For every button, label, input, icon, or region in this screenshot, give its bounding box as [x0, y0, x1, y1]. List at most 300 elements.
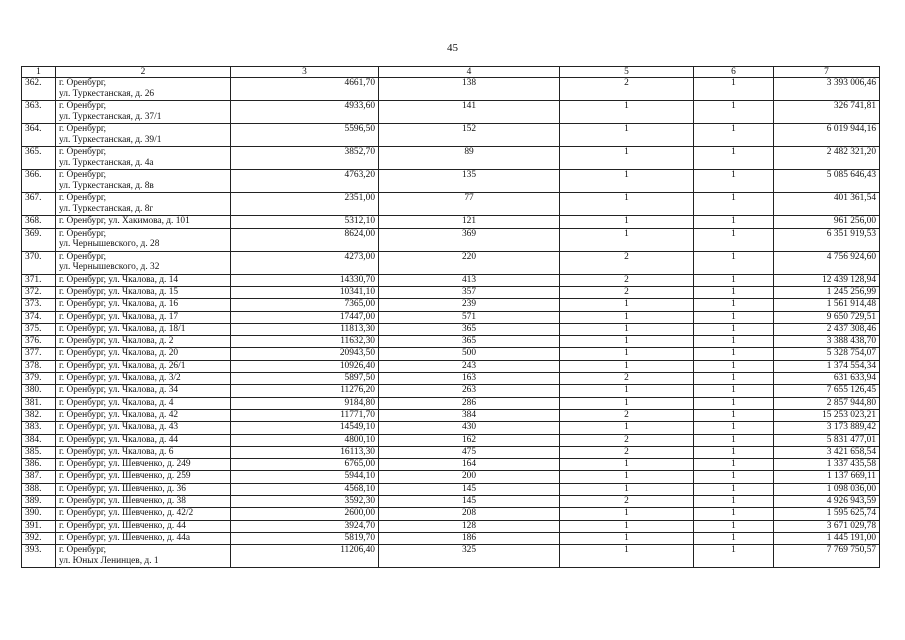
address-cell — [56, 274, 231, 286]
table-row — [22, 397, 880, 409]
amount-cell: 6 019 944,16 — [774, 124, 880, 147]
area-cell: 4763,20 — [231, 170, 379, 193]
table-row — [22, 385, 880, 397]
row-number-cell: 377. — [22, 348, 56, 360]
table-row — [22, 193, 880, 216]
amount-cell: 7 769 750,57 — [774, 545, 880, 568]
table-row — [22, 446, 880, 458]
area-cell: 17447,00 — [231, 311, 379, 323]
area-cell: 3592,30 — [231, 496, 379, 508]
column-5-cell: 1 — [560, 520, 694, 532]
count-cell: 239 — [379, 299, 560, 311]
table-row — [22, 323, 880, 335]
area-cell: 11813,30 — [231, 323, 379, 335]
amount-cell: 3 173 889,42 — [774, 422, 880, 434]
column-5-cell: 2 — [560, 409, 694, 421]
amount-cell: 4 926 943,59 — [774, 496, 880, 508]
row-number-cell: 375. — [22, 323, 56, 335]
row-number-cell: 382. — [22, 409, 56, 421]
column-5-cell: 1 — [560, 147, 694, 170]
column-5-cell: 1 — [560, 311, 694, 323]
column-6-cell: 1 — [694, 193, 774, 216]
area-cell: 2600,00 — [231, 508, 379, 520]
column-6-cell: 1 — [694, 496, 774, 508]
address-cell — [56, 251, 231, 274]
address-cell — [56, 311, 231, 323]
column-5-cell: 1 — [560, 483, 694, 495]
row-number-cell: 369. — [22, 228, 56, 251]
count-cell: 500 — [379, 348, 560, 360]
area-cell: 14549,10 — [231, 422, 379, 434]
column-6-cell: 1 — [694, 147, 774, 170]
address-cell — [56, 385, 231, 397]
count-cell: 384 — [379, 409, 560, 421]
address-line: ул. Туркестанская, д. 4а — [59, 157, 154, 168]
address-line: ул. Туркестанская, д. 39/1 — [59, 134, 162, 145]
column-6-cell: 1 — [694, 409, 774, 421]
table-row — [22, 287, 880, 299]
count-cell: 243 — [379, 360, 560, 372]
amount-cell: 1 098 036,00 — [774, 483, 880, 495]
table-row — [22, 545, 880, 568]
count-cell: 121 — [379, 216, 560, 228]
area-cell: 4661,70 — [231, 78, 379, 101]
table-row — [22, 101, 880, 124]
area-cell: 9184,80 — [231, 397, 379, 409]
column-5-cell: 2 — [560, 434, 694, 446]
page-number: 45 — [447, 42, 458, 54]
address-cell — [56, 409, 231, 421]
count-cell: 138 — [379, 78, 560, 101]
address-line: г. Оренбург, ул. Чкалова, д. 17 — [59, 311, 179, 322]
column-header: 1 — [22, 67, 56, 78]
amount-cell: 1 595 625,74 — [774, 508, 880, 520]
table-row — [22, 170, 880, 193]
address-cell — [56, 124, 231, 147]
table-row — [22, 434, 880, 446]
amount-cell: 9 650 729,51 — [774, 311, 880, 323]
count-cell: 163 — [379, 373, 560, 385]
column-6-cell: 1 — [694, 348, 774, 360]
count-cell: 77 — [379, 193, 560, 216]
column-5-cell: 1 — [560, 336, 694, 348]
address-cell — [56, 459, 231, 471]
count-cell: 357 — [379, 287, 560, 299]
address-line: г. Оренбург, — [59, 124, 107, 135]
area-cell: 3924,70 — [231, 520, 379, 532]
address-cell — [56, 348, 231, 360]
address-cell — [56, 78, 231, 101]
row-number-cell: 373. — [22, 299, 56, 311]
address-cell — [56, 147, 231, 170]
table-row — [22, 360, 880, 372]
amount-cell: 1 337 435,58 — [774, 459, 880, 471]
column-6-cell: 1 — [694, 446, 774, 458]
row-number-cell: 380. — [22, 385, 56, 397]
count-cell: 369 — [379, 228, 560, 251]
column-5-cell: 1 — [560, 348, 694, 360]
count-cell: 430 — [379, 422, 560, 434]
column-6-cell: 1 — [694, 216, 774, 228]
amount-cell: 2 482 321,20 — [774, 147, 880, 170]
column-6-cell: 1 — [694, 287, 774, 299]
column-6-cell: 1 — [694, 101, 774, 124]
amount-cell: 631 633,94 — [774, 373, 880, 385]
column-6-cell: 1 — [694, 459, 774, 471]
address-cell — [56, 532, 231, 544]
address-cell — [56, 216, 231, 228]
address-cell — [56, 336, 231, 348]
address-cell — [56, 101, 231, 124]
table-row — [22, 147, 880, 170]
address-cell — [56, 193, 231, 216]
count-cell: 263 — [379, 385, 560, 397]
column-5-cell: 2 — [560, 446, 694, 458]
row-number-cell: 372. — [22, 287, 56, 299]
amount-cell: 3 671 029,78 — [774, 520, 880, 532]
area-cell: 4933,60 — [231, 101, 379, 124]
count-cell: 164 — [379, 459, 560, 471]
amount-cell: 4 756 924,60 — [774, 251, 880, 274]
address-line: г. Оренбург, ул. Шевченко, д. 36 — [59, 483, 186, 494]
column-header: 5 — [560, 67, 694, 78]
count-cell: 141 — [379, 101, 560, 124]
address-line: ул. Чернышевского, д. 28 — [59, 239, 160, 250]
address-cell — [56, 545, 231, 568]
column-6-cell: 1 — [694, 483, 774, 495]
column-6-cell: 1 — [694, 373, 774, 385]
column-5-cell: 1 — [560, 397, 694, 409]
column-5-cell: 2 — [560, 251, 694, 274]
address-line: г. Оренбург, — [59, 101, 107, 112]
address-line: г. Оренбург, ул. Чкалова, д. 44 — [59, 434, 179, 445]
address-cell — [56, 520, 231, 532]
amount-cell: 12 439 128,94 — [774, 274, 880, 286]
area-cell: 5944,10 — [231, 471, 379, 483]
column-5-cell: 2 — [560, 373, 694, 385]
address-line: г. Оренбург, ул. Шевченко, д. 44а — [59, 532, 191, 543]
count-cell: 208 — [379, 508, 560, 520]
column-5-cell: 1 — [560, 385, 694, 397]
column-6-cell: 1 — [694, 397, 774, 409]
column-6-cell: 1 — [694, 360, 774, 372]
column-5-cell: 1 — [560, 459, 694, 471]
amount-cell: 1 137 669,11 — [774, 471, 880, 483]
row-number-cell: 381. — [22, 397, 56, 409]
table-row — [22, 251, 880, 274]
column-5-cell: 1 — [560, 360, 694, 372]
table-row — [22, 124, 880, 147]
table-row — [22, 471, 880, 483]
column-6-cell: 1 — [694, 170, 774, 193]
table-row — [22, 311, 880, 323]
area-cell: 11276,20 — [231, 385, 379, 397]
table-row — [22, 496, 880, 508]
area-cell: 11206,40 — [231, 545, 379, 568]
address-line: ул. Юных Ленинцев, д. 1 — [59, 555, 159, 566]
address-line: г. Оренбург, — [59, 228, 107, 239]
row-number-cell: 393. — [22, 545, 56, 568]
area-cell: 20943,50 — [231, 348, 379, 360]
area-cell: 5897,50 — [231, 373, 379, 385]
amount-cell: 1 374 554,34 — [774, 360, 880, 372]
column-5-cell: 1 — [560, 471, 694, 483]
table-row — [22, 348, 880, 360]
column-header: 6 — [694, 67, 774, 78]
count-cell: 200 — [379, 471, 560, 483]
amount-cell: 401 361,54 — [774, 193, 880, 216]
address-line: г. Оренбург, ул. Шевченко, д. 249 — [59, 459, 191, 470]
row-number-cell: 366. — [22, 170, 56, 193]
amount-cell: 2 437 308,46 — [774, 323, 880, 335]
row-number-cell: 363. — [22, 101, 56, 124]
area-cell: 3852,70 — [231, 147, 379, 170]
table-row — [22, 459, 880, 471]
row-number-cell: 385. — [22, 446, 56, 458]
table-row — [22, 336, 880, 348]
column-6-cell: 1 — [694, 532, 774, 544]
count-cell: 128 — [379, 520, 560, 532]
address-cell — [56, 323, 231, 335]
area-cell: 4273,00 — [231, 251, 379, 274]
address-line: г. Оренбург, ул. Чкалова, д. 18/1 — [59, 323, 186, 334]
column-6-cell: 1 — [694, 422, 774, 434]
column-6-cell: 1 — [694, 274, 774, 286]
address-cell — [56, 360, 231, 372]
column-6-cell: 1 — [694, 434, 774, 446]
area-cell: 10926,40 — [231, 360, 379, 372]
column-5-cell: 2 — [560, 274, 694, 286]
count-cell: 413 — [379, 274, 560, 286]
amount-cell: 5 085 646,43 — [774, 170, 880, 193]
column-5-cell: 1 — [560, 532, 694, 544]
column-6-cell: 1 — [694, 228, 774, 251]
row-number-cell: 386. — [22, 459, 56, 471]
row-number-cell: 374. — [22, 311, 56, 323]
address-cell — [56, 373, 231, 385]
column-6-cell: 1 — [694, 124, 774, 147]
row-number-cell: 376. — [22, 336, 56, 348]
address-cell — [56, 471, 231, 483]
address-line: г. Оренбург, ул. Чкалова, д. 2 — [59, 336, 174, 347]
amount-cell: 6 351 919,53 — [774, 228, 880, 251]
address-cell — [56, 446, 231, 458]
column-5-cell: 1 — [560, 124, 694, 147]
address-cell — [56, 434, 231, 446]
address-line: г. Оренбург, ул. Шевченко, д. 259 — [59, 471, 191, 482]
column-6-cell: 1 — [694, 78, 774, 101]
header-row — [22, 67, 880, 78]
count-cell: 286 — [379, 397, 560, 409]
column-header: 2 — [56, 67, 231, 78]
table-row — [22, 78, 880, 101]
area-cell: 4568,10 — [231, 483, 379, 495]
address-line: г. Оренбург, ул. Чкалова, д. 34 — [59, 385, 179, 396]
amount-cell: 1 245 256,99 — [774, 287, 880, 299]
address-line: г. Оренбург, ул. Чкалова, д. 26/1 — [59, 360, 186, 371]
address-line: г. Оренбург, ул. Шевченко, д. 44 — [59, 520, 186, 531]
count-cell: 365 — [379, 323, 560, 335]
column-5-cell: 1 — [560, 170, 694, 193]
count-cell: 325 — [379, 545, 560, 568]
table-row — [22, 228, 880, 251]
column-6-cell: 1 — [694, 323, 774, 335]
column-5-cell: 1 — [560, 422, 694, 434]
address-line: г. Оренбург, — [59, 251, 107, 262]
address-cell — [56, 422, 231, 434]
address-cell — [56, 508, 231, 520]
amount-cell: 3 388 438,70 — [774, 336, 880, 348]
address-line: г. Оренбург, ул. Чкалова, д. 4 — [59, 397, 174, 408]
row-number-cell: 378. — [22, 360, 56, 372]
row-number-cell: 391. — [22, 520, 56, 532]
table-body — [22, 78, 880, 568]
count-cell: 475 — [379, 446, 560, 458]
count-cell: 145 — [379, 496, 560, 508]
area-cell: 6765,00 — [231, 459, 379, 471]
column-6-cell: 1 — [694, 311, 774, 323]
row-number-cell: 383. — [22, 422, 56, 434]
address-line: ул. Чернышевского, д. 32 — [59, 262, 160, 273]
column-6-cell: 1 — [694, 299, 774, 311]
row-number-cell: 368. — [22, 216, 56, 228]
address-line: г. Оренбург, — [59, 147, 107, 158]
count-cell: 89 — [379, 147, 560, 170]
table-row — [22, 216, 880, 228]
amount-cell: 2 857 944,80 — [774, 397, 880, 409]
amount-cell: 3 421 658,54 — [774, 446, 880, 458]
address-line: г. Оренбург, — [59, 170, 107, 181]
amount-cell: 1 561 914,48 — [774, 299, 880, 311]
column-6-cell: 1 — [694, 520, 774, 532]
row-number-cell: 362. — [22, 78, 56, 101]
amount-cell: 961 256,00 — [774, 216, 880, 228]
count-cell: 220 — [379, 251, 560, 274]
address-cell — [56, 228, 231, 251]
address-line: ул. Туркестанская, д. 26 — [59, 88, 155, 99]
amount-cell: 3 393 006,46 — [774, 78, 880, 101]
address-line: г. Оренбург, — [59, 78, 107, 89]
area-cell: 7365,00 — [231, 299, 379, 311]
row-number-cell: 370. — [22, 251, 56, 274]
area-cell: 16113,30 — [231, 446, 379, 458]
area-cell: 5596,50 — [231, 124, 379, 147]
address-line: ул. Туркестанская, д. 8в — [59, 180, 154, 191]
count-cell: 145 — [379, 483, 560, 495]
count-cell: 186 — [379, 532, 560, 544]
area-cell: 10341,10 — [231, 287, 379, 299]
column-5-cell: 1 — [560, 101, 694, 124]
address-cell — [56, 397, 231, 409]
row-number-cell: 392. — [22, 532, 56, 544]
count-cell: 365 — [379, 336, 560, 348]
area-cell: 4800,10 — [231, 434, 379, 446]
row-number-cell: 379. — [22, 373, 56, 385]
column-6-cell: 1 — [694, 471, 774, 483]
address-line: г. Оренбург, ул. Чкалова, д. 20 — [59, 348, 179, 359]
column-5-cell: 2 — [560, 287, 694, 299]
row-number-cell: 371. — [22, 274, 56, 286]
address-line: г. Оренбург, ул. Чкалова, д. 42 — [59, 409, 179, 420]
address-line: ул. Туркестанская, д. 37/1 — [59, 111, 162, 122]
register-table — [21, 66, 880, 568]
table-row — [22, 483, 880, 495]
column-header: 4 — [379, 67, 560, 78]
row-number-cell: 390. — [22, 508, 56, 520]
address-line: г. Оренбург, ул. Чкалова, д. 16 — [59, 299, 179, 310]
column-6-cell: 1 — [694, 385, 774, 397]
table-row — [22, 409, 880, 421]
address-cell — [56, 496, 231, 508]
row-number-cell: 367. — [22, 193, 56, 216]
column-5-cell: 1 — [560, 193, 694, 216]
column-6-cell: 1 — [694, 508, 774, 520]
column-5-cell: 1 — [560, 299, 694, 311]
count-cell: 571 — [379, 311, 560, 323]
area-cell: 11771,70 — [231, 409, 379, 421]
column-5-cell: 1 — [560, 545, 694, 568]
column-header: 3 — [231, 67, 379, 78]
row-number-cell: 389. — [22, 496, 56, 508]
address-cell — [56, 483, 231, 495]
address-line: г. Оренбург, ул. Чкалова, д. 43 — [59, 422, 179, 433]
address-line: г. Оренбург, ул. Шевченко, д. 38 — [59, 496, 186, 507]
address-line: г. Оренбург, ул. Чкалова, д. 15 — [59, 287, 179, 297]
count-cell: 152 — [379, 124, 560, 147]
column-5-cell: 2 — [560, 78, 694, 101]
address-line: г. Оренбург, — [59, 193, 107, 204]
amount-cell: 5 831 477,01 — [774, 434, 880, 446]
row-number-cell: 388. — [22, 483, 56, 495]
table-row — [22, 373, 880, 385]
area-cell: 5312,10 — [231, 216, 379, 228]
column-6-cell: 1 — [694, 251, 774, 274]
address-line: г. Оренбург, ул. Чкалова, д. 14 — [59, 274, 179, 285]
address-cell — [56, 287, 231, 299]
table-row — [22, 532, 880, 544]
address-cell — [56, 299, 231, 311]
column-header: 7 — [774, 67, 880, 78]
column-6-cell: 1 — [694, 336, 774, 348]
address-line: г. Оренбург, ул. Чкалова, д. 6 — [59, 446, 174, 457]
table-row — [22, 274, 880, 286]
area-cell: 5819,70 — [231, 532, 379, 544]
address-line: г. Оренбург, ул. Чкалова, д. 3/2 — [59, 373, 181, 384]
area-cell: 11632,30 — [231, 336, 379, 348]
row-number-cell: 365. — [22, 147, 56, 170]
address-cell — [56, 170, 231, 193]
amount-cell: 5 328 754,07 — [774, 348, 880, 360]
column-6-cell: 1 — [694, 545, 774, 568]
column-5-cell: 1 — [560, 228, 694, 251]
row-number-cell: 384. — [22, 434, 56, 446]
amount-cell: 15 253 023,21 — [774, 409, 880, 421]
column-5-cell: 1 — [560, 508, 694, 520]
address-line: г. Оренбург, ул. Шевченко, д. 42/2 — [59, 508, 194, 519]
column-5-cell: 1 — [560, 216, 694, 228]
address-line: г. Оренбург, ул. Хакимова, д. 101 — [59, 216, 190, 227]
amount-cell: 326 741,81 — [774, 101, 880, 124]
column-5-cell: 2 — [560, 496, 694, 508]
count-cell: 162 — [379, 434, 560, 446]
area-cell: 14330,70 — [231, 274, 379, 286]
area-cell: 2351,00 — [231, 193, 379, 216]
column-5-cell: 1 — [560, 323, 694, 335]
table-row — [22, 299, 880, 311]
row-number-cell: 364. — [22, 124, 56, 147]
table-row — [22, 422, 880, 434]
table-row — [22, 520, 880, 532]
